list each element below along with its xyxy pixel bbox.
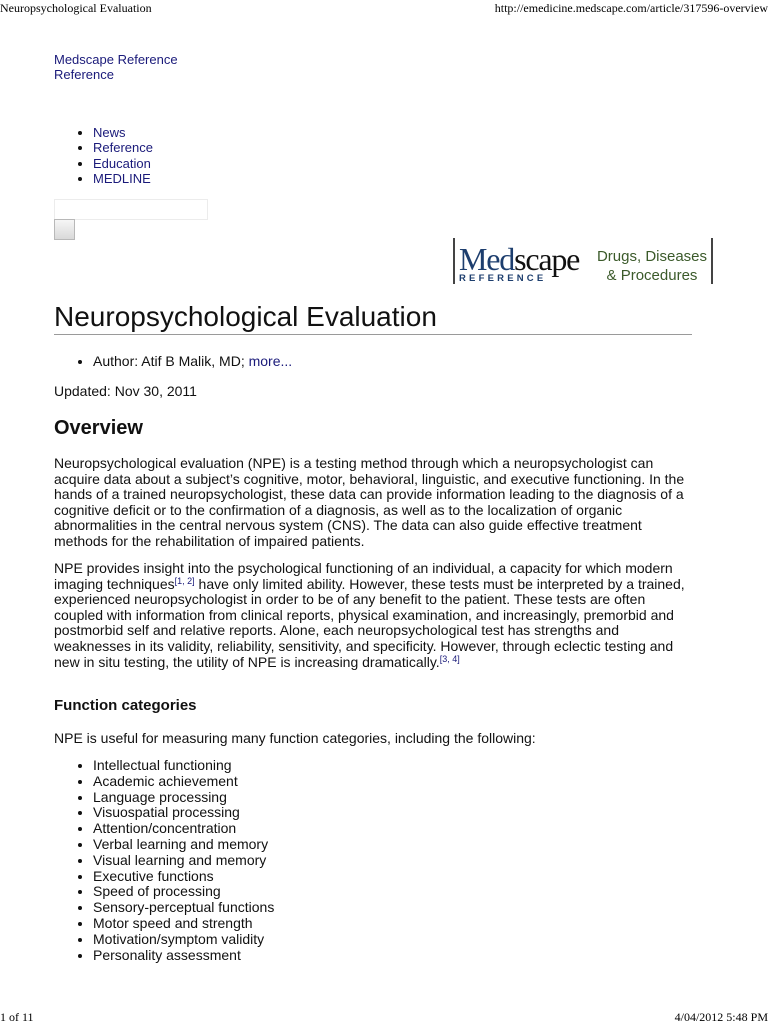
list-item: • Sensory-perceptual functions bbox=[93, 900, 274, 916]
p2-text-a: NPE provides insight into the psychological functioning of an individual, a capacity for which modern imaging techniques bbox=[54, 560, 673, 592]
logo-reference: REFERENCE bbox=[459, 273, 547, 284]
function-list bbox=[54, 758, 274, 963]
logo-med: Med bbox=[459, 241, 515, 277]
logo-tagline-line1: Drugs, Diseases bbox=[596, 248, 708, 265]
function-categories-heading: Function categories bbox=[54, 697, 197, 714]
nav-link-reference[interactable]: Reference bbox=[93, 140, 153, 156]
print-datetime: 4/04/2012 5:48 PM bbox=[674, 1010, 768, 1024]
overview-paragraph-2 bbox=[54, 561, 690, 670]
list-item: • Visuospatial processing bbox=[93, 805, 274, 821]
list-item: • Motivation/symptom validity bbox=[93, 932, 274, 948]
overview-paragraph-1: Neuropsychological evaluation (NPE) is a testing method through which a neuropsychologist can acquire data about a subject’s cognitive, motor, behavioral, linguistic, and executive functioning. In the hands of a trained neuropsychologist, these data can provide information leading to the diagnosis of a cognitive deficit or to the confirmation of a diagnosis, as well as to the localization of organic abnormalities in the central nervous system (CNS). The data can also guide effective treatment methods for the rehabilitation of impaired patients. bbox=[54, 455, 685, 549]
print-header bbox=[0, 1, 768, 15]
author-list bbox=[54, 353, 292, 370]
list-item: • Academic achievement bbox=[93, 774, 274, 790]
logo-tagline bbox=[596, 247, 708, 285]
nav-item-reference bbox=[93, 140, 153, 155]
list-item: • Attention/concentration bbox=[93, 821, 274, 837]
nav-link-education[interactable]: Education bbox=[93, 155, 151, 171]
logo-tagline-line2: & Procedures bbox=[606, 267, 698, 284]
page-number: 1 of 11 bbox=[0, 1010, 34, 1024]
nav-link-medline[interactable]: MEDLINE bbox=[93, 171, 151, 187]
logo-wordmark bbox=[459, 242, 579, 276]
list-item: • Visual learning and memory bbox=[93, 853, 274, 869]
print-header-title: Neuropsychological Evaluation bbox=[0, 1, 152, 15]
medscape-reference-logo bbox=[453, 238, 715, 284]
list-item: • Motor speed and strength bbox=[93, 916, 274, 932]
search-button[interactable] bbox=[54, 219, 75, 240]
author-more-link[interactable]: more... bbox=[248, 353, 293, 369]
list-item: • Intellectual functioning bbox=[93, 758, 274, 774]
overview-heading: Overview bbox=[54, 417, 143, 439]
reference-link[interactable]: Reference bbox=[54, 67, 114, 82]
reference-link-3-4[interactable]: [3, 4] bbox=[439, 653, 460, 664]
site-nav bbox=[54, 125, 153, 187]
p2-text-b: have only limited ability. However, these tests must be interpreted by a trained, experienced neuropsychologist in order to be of any benefit to the patient. These tests are often coupled with information from clinical reports, physical examination, and increasingly, premorbid and postmorbid self and relative reports. Alone, each neuropsychological test has strengths and weaknesses in its validity, reliability, sensitivity, and specificity. However, through eclectic testing and new in situ testing, the utility of NPE is increasing dramatically. bbox=[54, 575, 685, 670]
nav-item-education bbox=[93, 156, 153, 171]
list-item: • Speed of processing bbox=[93, 884, 274, 900]
list-item: • Verbal learning and memory bbox=[93, 837, 274, 853]
author-item bbox=[93, 353, 292, 370]
logo-divider-right bbox=[711, 238, 713, 284]
list-item: • Executive functions bbox=[93, 869, 274, 885]
page-title: Neuropsychological Evaluation bbox=[54, 300, 692, 335]
author-name: Author: Atif B Malik, MD; bbox=[93, 353, 245, 369]
updated-date: Updated: Nov 30, 2011 bbox=[54, 383, 197, 399]
nav-item-medline bbox=[93, 171, 153, 186]
top-links bbox=[54, 52, 178, 82]
nav-link-news[interactable]: News bbox=[93, 125, 126, 140]
medscape-reference-link[interactable]: Medscape Reference bbox=[54, 52, 178, 67]
search-input[interactable] bbox=[54, 199, 208, 220]
reference-link-1-2[interactable]: [1, 2] bbox=[174, 575, 195, 586]
list-item: • Language processing bbox=[93, 790, 274, 806]
list-item: • Personality assessment bbox=[93, 948, 274, 964]
function-intro: NPE is useful for measuring many function categories, including the following: bbox=[54, 730, 536, 746]
nav-item-news bbox=[93, 125, 153, 140]
print-header-url: http://emedicine.medscape.com/article/317596-overview bbox=[494, 1, 768, 15]
logo-scape: scape bbox=[514, 241, 580, 277]
print-footer bbox=[0, 1010, 768, 1024]
logo-divider-left bbox=[453, 238, 455, 284]
